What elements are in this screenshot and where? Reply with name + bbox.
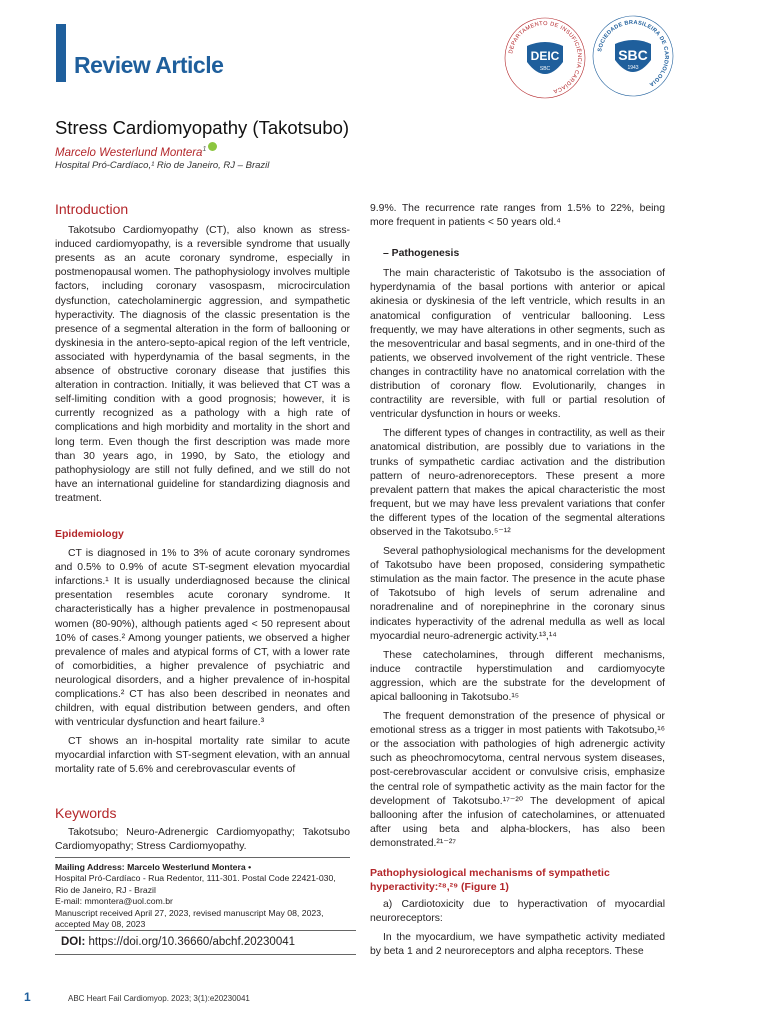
pathogenesis-paragraph-2: The different types of changes in contractility, as well as their anatomical distribution, are possibly due to variations in the trunks of sympathetic cardiac activation and the distribution pattern of neuro-adrenoreceptors. These present a more prevalent pattern that makes the apical characteristic the most frequent, but we may have less prevalent variations that confer the different types of the location of the segmental alterations observed in the Takotsubo.⁵⁻¹²: [370, 428, 665, 538]
sbc-logo-name: SBC: [618, 47, 648, 63]
intro-paragraph: Takotsubo Cardiomyopathy (CT), also known as stress-induced cardiomyopathy, is a reversible syndrome that usually presents as an acute coronary syndrome, especially in postmenopausal women. The pathophysiology involves multiple factors, including coronary vasospasm, microcirculation dysfunction, catecholaminergic aggression, and sympathetic hyperactivity. The diagnosis of the classic presentation is the presence of a segmental alteration in the form of ballooning or dyskinesia in the antero-septo-apical region of the left ventricle, associated with hyperdynamia of the basal segments, in the absence of obstructive coronary disease that justifies this alteration in contraction. Initially, it was believed that CT was a self-limiting condition with a good prognosis; however, it is currently recognized as a pathology with a high rate of complications and high morbidity and mortality in the short and long term. Even though the first description was made more than 30 years ago, in 1990, by Sato, the etiology and pathophysiology are still not fully defined, and we still do not have an international guideline for standardizing diagnosis and treatment.: [55, 225, 350, 504]
mechanism-a: a) Cardiotoxicity due to hyperactivation of myocardial neuroreceptors:: [370, 899, 665, 925]
pathogenesis-heading: – Pathogenesis: [383, 248, 460, 260]
manuscript-dates: Manuscript received April 27, 2023, revised manuscript May 08, 2023, accepted May 08, 2023: [55, 907, 324, 930]
keywords-block: [55, 806, 350, 859]
affiliation: Hospital Pró-Cardíaco,¹ Rio de Janeiro, RJ – Brazil: [55, 160, 270, 171]
article-title: Stress Cardiomyopathy (Takotsubo): [55, 117, 350, 138]
mechanism-paragraph: In the myocardium, we have sympathetic activity mediated by beta 1 and 2 neuroreceptors and alpha receptors. These: [370, 932, 665, 958]
orcid-icon[interactable]: [208, 142, 217, 151]
right-column: [370, 202, 665, 964]
left-column: [55, 202, 350, 783]
deic-logo-sub: SBC: [539, 66, 551, 72]
doi-box: [55, 930, 356, 955]
deic-logo-name: DEIC: [530, 49, 560, 63]
sbc-ring-text: SOCIEDADE BRASILEIRA DE CARDIOLOGIA: [597, 19, 670, 88]
epidemiology-paragraph-2: CT shows an in-hospital mortality rate similar to acute myocardial infarction with ST-segment elevation, with an annual mortality rate of 5.6% and cerebrovascular events of: [55, 736, 350, 776]
page-number: 1: [24, 990, 31, 1004]
mailing-address: Hospital Pró-Cardíaco - Rua Redentor, 111-301. Postal Code 22421-030, Rio de Janeiro, RJ - Brazil: [55, 873, 336, 895]
header-accent-bar: [56, 24, 66, 82]
author-line[interactable]: [55, 142, 217, 159]
doi-link[interactable]: https://doi.org/10.36660/abchf.20230041: [88, 936, 296, 948]
mailing-address-heading: Mailing Address: Marcelo Westerlund Montera •: [55, 862, 252, 872]
deic-ring-text: DEPARTAMENTO DE INSUFICIÊNCIA CARDÍACA: [508, 20, 583, 94]
keywords-heading: Keywords: [55, 805, 117, 821]
pathogenesis-paragraph-3: Several pathophysiological mechanisms for the development of Takotsubo have been proposed, considering sympathetic stimulation as the main factor. The presence in the acute phase of Takotsubo of high levels of serum adrenaline and noradrenaline and of norepinephrine in the coronary sinus indicates hyperactivity of the adrenal medulla as well as local myocardial neuro-adrenergic activity.¹³,¹⁴: [370, 546, 665, 642]
email-link[interactable]: E-mail: mmontera@uol.com.br: [55, 896, 173, 907]
pathogenesis-paragraph-5: The frequent demonstration of the presence of physical or emotional stress as a trigger in most patients with Takotsubo,¹⁶ or the association with pathologies of high adrenergic activity such as pheochromocytoma, central nervous system diseases, post-cerebrovascular accident or convulsive crisis, emphasize the central role of sympathetic activity as the main factor for the development of Takotsubo.¹⁷⁻²⁰ The development of apical ballooning after the infusion of catecholamines, or attenuated after using beta and alpha-blockers, has also been demonstrated.²¹⁻²⁷: [370, 711, 665, 849]
section-label: Review Article: [74, 52, 224, 78]
sbc-logo: [591, 14, 675, 98]
doi-label: DOI:: [61, 936, 86, 948]
pathogenesis-paragraph-1: The main characteristic of Takotsubo is the association of hyperdynamia of the basal portions with anterior or apical akinesia or dyskinesia of the left ventricle, which results in an anatomical configuration of ventricular ballooning. Less frequently, we may have alterations in other segments, such as the mesoventricular and basal segments, and in one-third of the patients, we observed involvement of the right ventricle. These changes in contractility have no anatomical correlation with the distribution of coronary flow. Evolutionarily, changes in contractility are reversible, with full or partial resolution of ventricular dysfunction in hours or weeks.: [370, 268, 665, 421]
mechanisms-heading: Pathophysiological mechanisms of sympathetic hyperactivity:²⁸,²⁹ (Figure 1): [370, 867, 610, 894]
journal-citation: ABC Heart Fail Cardiomyop. 2023; 3(1):e20230041: [68, 994, 250, 1003]
correspondence-box: [55, 857, 350, 930]
intro-heading: Introduction: [55, 201, 129, 217]
pathogenesis-paragraph-4: These catecholamines, through different mechanisms, induce contractile hyperstimulation and cardiomyocyte aggression, which are the substrate for the development of apical ballooning in Takotsubo.¹⁵: [370, 649, 665, 703]
author-name[interactable]: Marcelo Westerlund Montera: [55, 146, 203, 159]
deic-logo: [503, 16, 587, 100]
epidemiology-paragraph-1: CT is diagnosed in 1% to 3% of acute coronary syndromes and 0.5% to 0.9% of acute ST-segment elevation myocardial infarctions.¹ It is usually underdiagnosed because the clinical presentation resembles acute coronary syndrome. It characteristically has a higher prevalence in postmenopausal women (80-90%), although patients aged < 50 represent about 10% of cases.² Among younger patients, we observed a higher prevalence of males and atypical forms of CT, with a lower rate of comorbidities, a higher prevalence of psychiatric and neurological disorders, and a higher prevalence of in-hospital complications.² CT has also been described in neonates and children, with equal distribution between genders, and often with ventricular dysfunction and heart failure.³: [55, 548, 350, 729]
epidemiology-heading: Epidemiology: [55, 527, 124, 540]
sbc-logo-year: 1943: [627, 65, 639, 71]
keywords-text: Takotsubo; Neuro-Adrenergic Cardiomyopathy; Takotsubo Cardiomyopathy; Stress Cardiomyopathy.: [55, 827, 350, 853]
continued-paragraph: 9.9%. The recurrence rate ranges from 1.5% to 22%, being more frequent in patients < 50 years old.⁴: [370, 203, 665, 229]
author-affil-mark: 1: [202, 146, 207, 153]
